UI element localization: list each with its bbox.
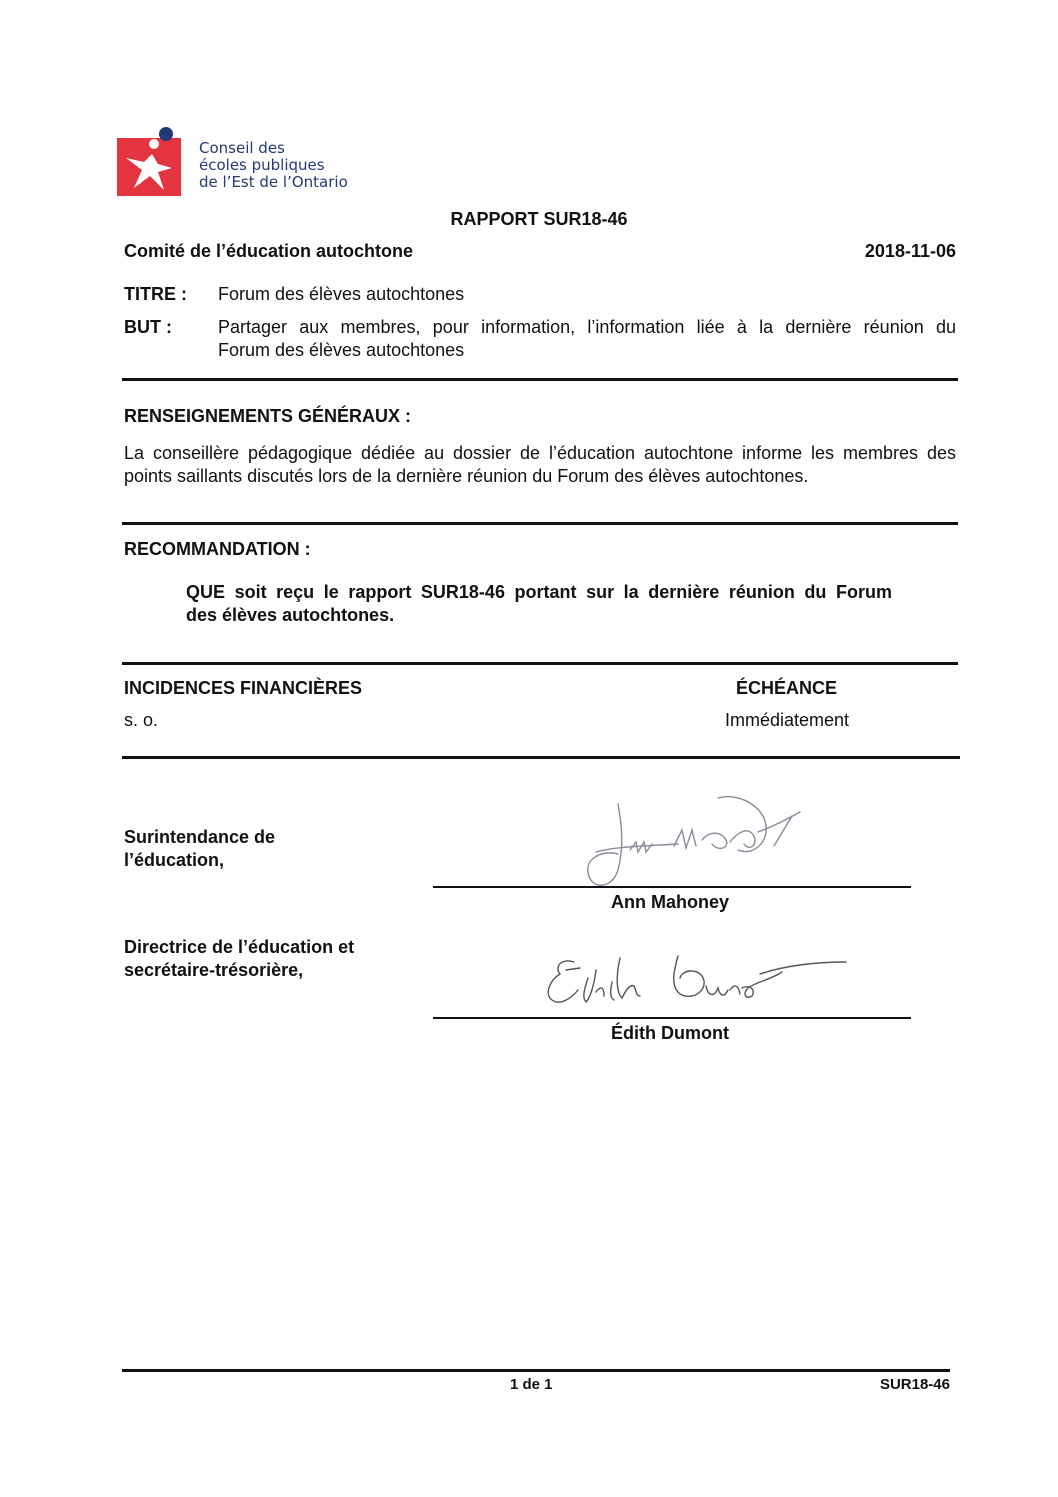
footer-page-number: 1 de 1 bbox=[510, 1376, 553, 1393]
logo bbox=[114, 124, 354, 200]
footer-report-code: SUR18-46 bbox=[879, 1376, 950, 1393]
logo-line-1: Conseil des bbox=[199, 139, 285, 157]
signature-2-name: Édith Dumont bbox=[611, 1023, 729, 1043]
divider-2 bbox=[122, 522, 958, 525]
recommandation-text bbox=[186, 581, 892, 627]
signature-1-role bbox=[124, 826, 275, 872]
recommandation-line-2: des élèves autochtones. bbox=[186, 605, 395, 625]
signature-2-role-line-2: secrétaire-trésorière, bbox=[124, 960, 304, 980]
signature-1-line bbox=[433, 886, 911, 888]
signature-2-role bbox=[124, 936, 354, 982]
renseignements-line-1: La conseillère pédagogique dédiée au dossier de l’éducation autochtone informe les membres des bbox=[124, 443, 956, 463]
divider-4 bbox=[122, 756, 960, 759]
signature-edith-dumont-icon bbox=[530, 940, 850, 1020]
logo-line-3: de l’Est de l’Ontario bbox=[199, 173, 348, 191]
committee-name: Comité de l’éducation autochtone bbox=[124, 241, 414, 261]
logo-text bbox=[199, 140, 369, 191]
but-text bbox=[218, 316, 956, 362]
renseignements-text bbox=[124, 442, 956, 488]
signature-1-role-line-2: l’éducation, bbox=[124, 850, 225, 870]
logo-mark-icon bbox=[114, 124, 186, 200]
signature-2-line bbox=[433, 1017, 911, 1019]
but-line-1: Partager aux membres, pour information, l’information liée à la dernière réunion du bbox=[218, 317, 956, 337]
divider-1 bbox=[122, 378, 958, 381]
incidences-value: s. o. bbox=[124, 710, 159, 730]
logo-line-2: écoles publiques bbox=[199, 156, 325, 174]
echeance-value: Immédiatement bbox=[725, 710, 850, 730]
recommandation-line-1: QUE soit reçu le rapport SUR18-46 portant sur la dernière réunion du Forum bbox=[186, 582, 892, 602]
report-date: 2018-11-06 bbox=[864, 241, 956, 261]
but-label: BUT : bbox=[124, 317, 172, 337]
signature-ann-mahoney-icon bbox=[578, 786, 818, 896]
renseignements-line-2: points saillants discutés lors de la dernière réunion du Forum des élèves autochtones. bbox=[124, 466, 809, 486]
signature-1-role-line-1: Surintendance de bbox=[124, 827, 276, 847]
signature-1-name: Ann Mahoney bbox=[611, 892, 730, 912]
titre-value: Forum des élèves autochtones bbox=[218, 284, 465, 304]
titre-label: TITRE : bbox=[124, 284, 187, 304]
renseignements-heading: RENSEIGNEMENTS GÉNÉRAUX : bbox=[124, 406, 412, 426]
incidences-heading: INCIDENCES FINANCIÈRES bbox=[124, 678, 363, 698]
signature-2-role-line-1: Directrice de l’éducation et bbox=[124, 937, 355, 957]
but-line-2: Forum des élèves autochtones bbox=[218, 340, 465, 360]
divider-3 bbox=[122, 662, 958, 665]
footer-rule bbox=[122, 1369, 950, 1372]
recommandation-heading: RECOMMANDATION : bbox=[124, 539, 311, 559]
echeance-heading: ÉCHÉANCE bbox=[736, 678, 838, 698]
report-title: RAPPORT SUR18-46 bbox=[450, 209, 628, 229]
